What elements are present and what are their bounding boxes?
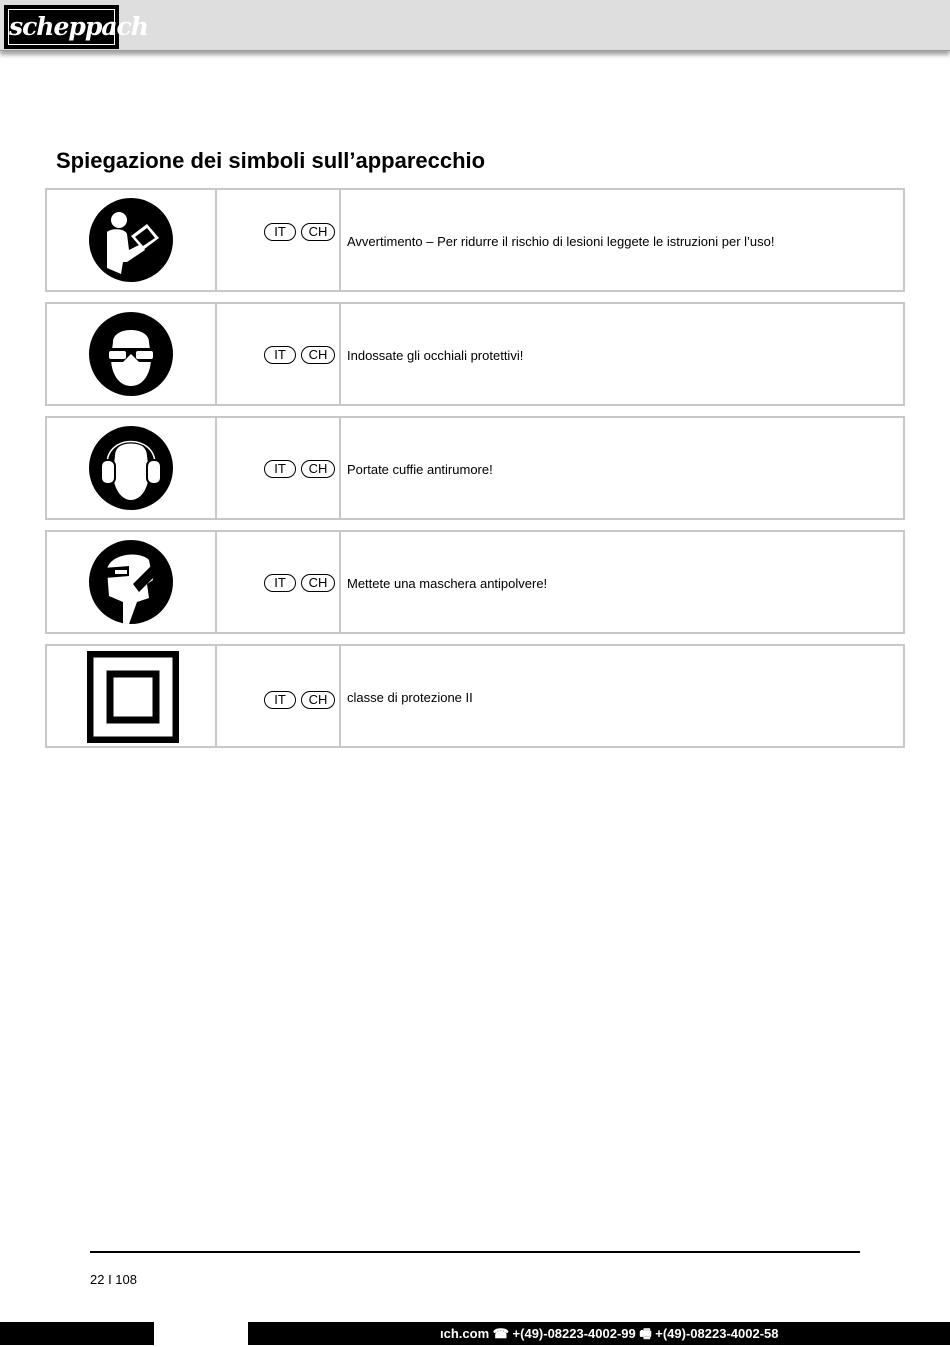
country-badge-it: IT (264, 223, 296, 241)
page-title: Spiegazione dei simboli sull’apparecchio (56, 148, 486, 173)
symbol-description: Portate cuffie antirumore! (347, 462, 493, 477)
symbol-row (45, 302, 905, 406)
country-badge-ch: CH (301, 346, 335, 364)
symbol-row (45, 644, 905, 748)
symbol-row (45, 530, 905, 634)
country-badge-ch: CH (301, 691, 335, 709)
read-manual-icon (89, 198, 173, 282)
country-badge-it: IT (264, 691, 296, 709)
country-badge-ch: CH (301, 574, 335, 592)
logo-text: scheppach (8, 9, 115, 45)
ear-protection-icon (89, 426, 173, 510)
symbol-description: Avvertimento – Per ridurre il rischio di lesioni leggete le istruzioni per l’uso! (347, 234, 775, 249)
symbol-row (45, 188, 905, 292)
symbol-description: Indossate gli occhiali protettivi! (347, 348, 524, 363)
symbol-description: classe di protezione II (347, 690, 473, 705)
safety-goggles-icon (89, 312, 173, 396)
page-number: 22 I 108 (90, 1272, 137, 1287)
dust-mask-icon (89, 540, 173, 624)
footer-contact: ıch.com ☎ +(49)-08223-4002-99 🖷 +(49)-08223-4002-58 (440, 1326, 779, 1341)
country-badge-ch: CH (301, 223, 335, 241)
symbol-row (45, 416, 905, 520)
footer-divider (90, 1251, 860, 1253)
country-badge-it: IT (264, 460, 296, 478)
country-badge-it: IT (264, 346, 296, 364)
page-header (0, 0, 950, 51)
protection-class-ii-icon (87, 651, 179, 743)
symbol-description: Mettete una maschera antipolvere! (347, 576, 548, 591)
scheppach-logo (4, 5, 148, 49)
country-badge-it: IT (264, 574, 296, 592)
country-badge-ch: CH (301, 460, 335, 478)
footer-bar (0, 1322, 950, 1345)
